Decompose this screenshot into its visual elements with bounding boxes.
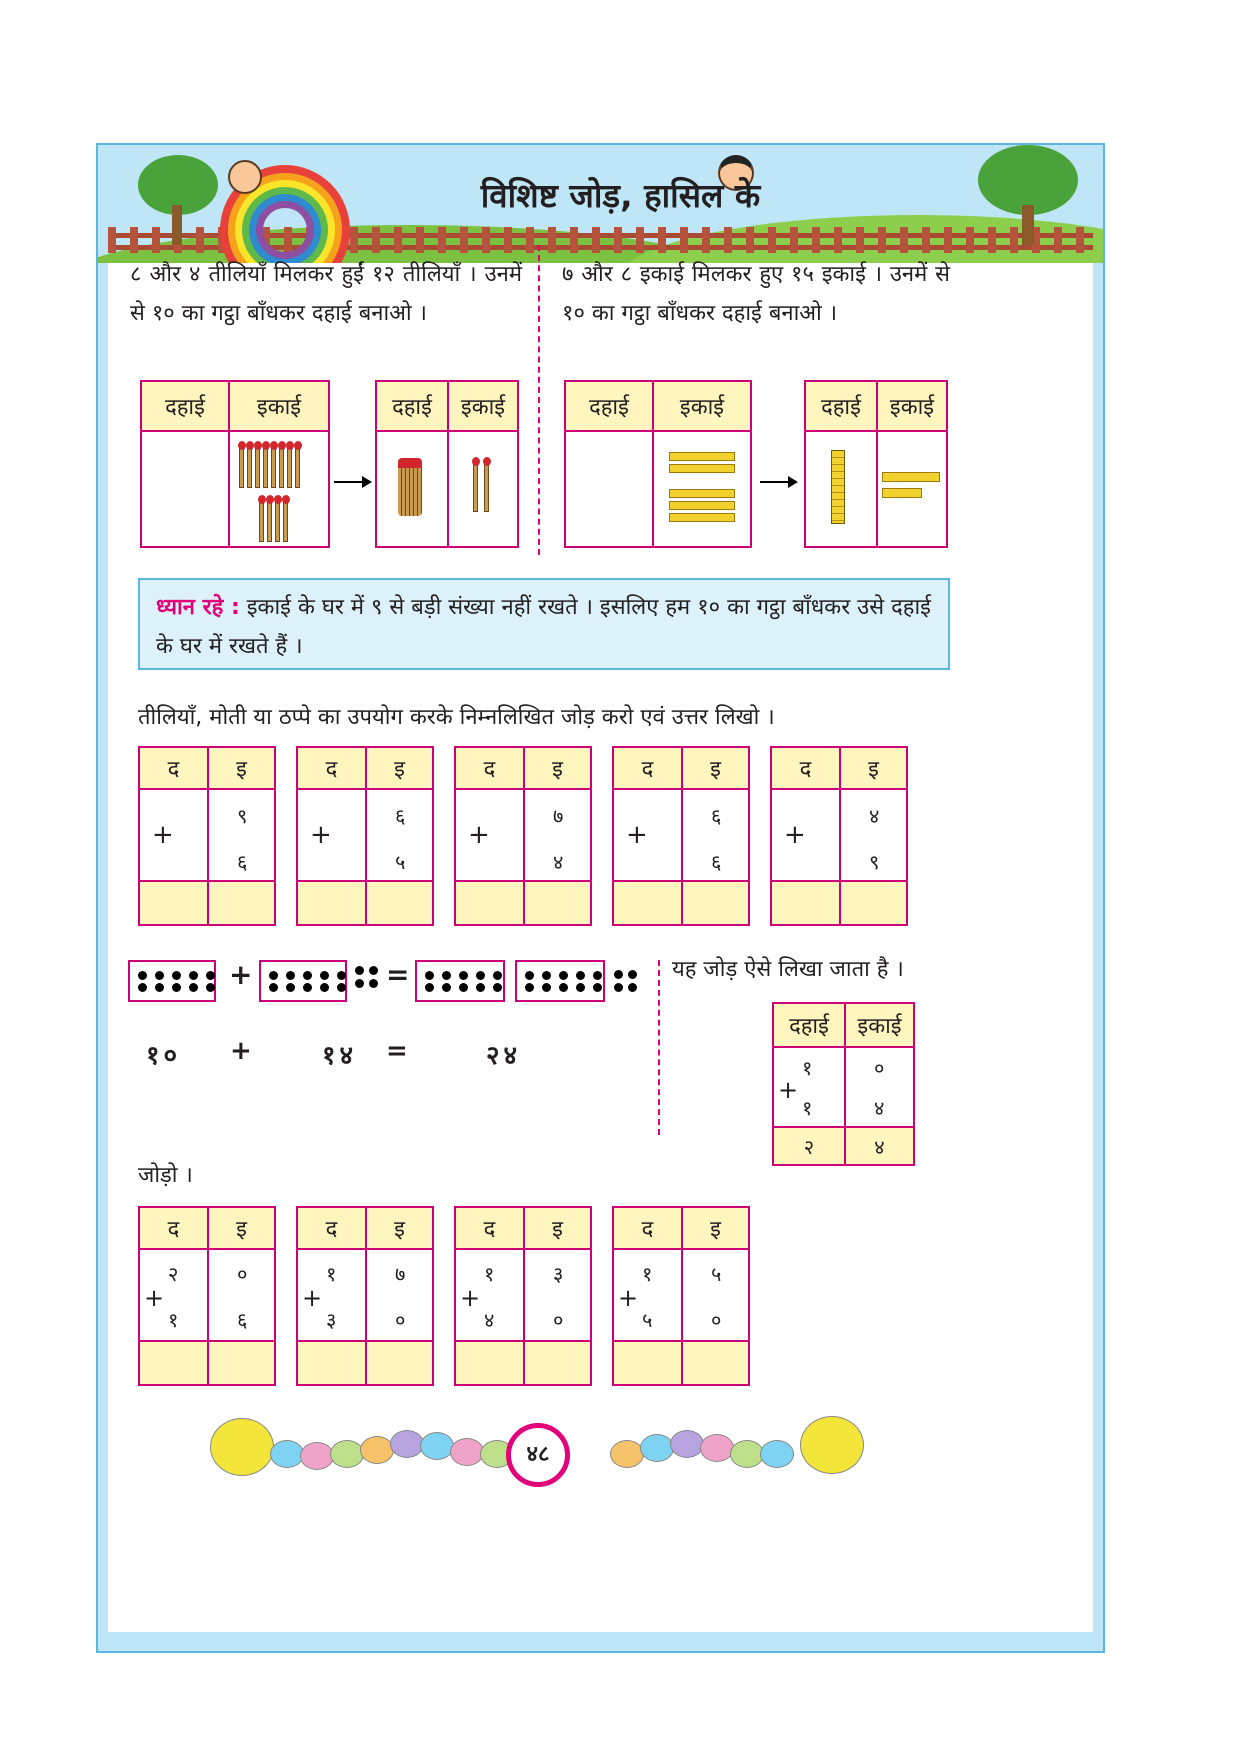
cubes-table-after: दहाई इकाई: [804, 380, 948, 548]
instruction-text: तीलियाँ, मोती या ठप्पे का उपयोग करके निम्नलिखित जोड़ करो एवं उत्तर लिखो ।: [138, 705, 775, 730]
note-box: [138, 578, 950, 670]
plus-sign: +: [229, 958, 253, 991]
equation-b: १४: [322, 1041, 358, 1071]
exercise-1-table: द इ + ४ ९: [770, 746, 908, 926]
exercise-2-table: द इ २ + १ ० ६: [138, 1206, 276, 1386]
divider: [538, 245, 540, 555]
equation-result: २४: [486, 1041, 522, 1071]
dots-box-10: [128, 960, 216, 1002]
answer-cell[interactable]: [208, 1341, 275, 1385]
answer-cell[interactable]: [366, 881, 433, 925]
answer-cell[interactable]: [524, 1341, 591, 1385]
right-paragraph: ७ और ८ इकाई मिलकर हुए १५ इकाई । उनमें से १० का गट्ठा बाँधकर दहाई बनाओ ।: [562, 262, 950, 326]
exercise-2-table: द इ १ + ५ ५ ०: [612, 1206, 750, 1386]
answer-cell[interactable]: [455, 881, 524, 925]
answer-cell[interactable]: [840, 881, 907, 925]
answer-cell[interactable]: [682, 881, 749, 925]
arrow-icon: [334, 481, 364, 483]
answer-cell[interactable]: [297, 881, 366, 925]
exercise-2-table: द इ १ + ३ ७ ०: [296, 1206, 434, 1386]
matchsticks-2-image: [473, 462, 489, 512]
worked-example-table: दहाई इकाई १ + १ ० ४ २ ४: [772, 1002, 915, 1166]
equals-sign: =: [386, 958, 410, 991]
exercise-1-table: द इ + ७ ४: [454, 746, 592, 926]
arrow-icon: [760, 481, 790, 483]
answer-cell[interactable]: [366, 1341, 433, 1385]
answer-cell[interactable]: [139, 1341, 208, 1385]
sticks-table-before: दहाई इकाई: [140, 380, 330, 548]
sticks-table-after: दहाई इकाई: [375, 380, 519, 548]
written-note: यह जोड़ ऐसे लिखा जाता है ।: [672, 957, 904, 982]
answer-cell[interactable]: [613, 881, 682, 925]
answer-cell[interactable]: [297, 1341, 366, 1385]
cubes-table-before: दहाई इकाई: [564, 380, 752, 548]
answer-cell[interactable]: [139, 881, 208, 925]
note-text: इकाई के घर में ९ से बड़ी संख्या नहीं रखते । इसलिए हम १० का गट्ठा बाँधकर उसे दहाई के घर में रखते हैं ।: [156, 595, 931, 659]
answer-cell[interactable]: [682, 1341, 749, 1385]
page-title: विशिष्ट जोड़, हासिल के: [480, 176, 761, 215]
exercise-2-table: द इ १ + ४ ३ ०: [454, 1206, 592, 1386]
answer-cell[interactable]: [613, 1341, 682, 1385]
exercise-1-table: द इ + ६ ५: [296, 746, 434, 926]
answer-cell[interactable]: [524, 881, 591, 925]
left-paragraph: ८ और ४ तीलियाँ मिलकर हुईं १२ तीलियाँ । उनमें से १० का गट्ठा बाँधकर दहाई बनाओ ।: [130, 262, 522, 326]
answer-cell[interactable]: [771, 881, 840, 925]
exercise-1-table: द इ + ९ ६: [138, 746, 276, 926]
dots-box-10b: [415, 960, 505, 1002]
dots-box-10c: [515, 960, 605, 1002]
dots-box-14: [259, 960, 347, 1002]
matchsticks-8-image: [239, 446, 300, 488]
equation-equals: =: [386, 1036, 412, 1066]
equation-a: १०: [146, 1041, 182, 1071]
exercise-1-table: द इ + ६ ६: [612, 746, 750, 926]
divider-2: [658, 960, 660, 1135]
matchstick-bundle-image: [398, 458, 422, 516]
matchsticks-4-image: [259, 500, 288, 542]
equation-plus: +: [230, 1036, 256, 1066]
loose-dots-4b: [614, 970, 638, 992]
loose-dots-4: [355, 966, 379, 988]
page-number: ४८: [506, 1423, 570, 1487]
answer-cell[interactable]: [455, 1341, 524, 1385]
ten-rod-image: [831, 450, 845, 524]
note-label: ध्यान रहे :: [156, 595, 240, 620]
answer-cell[interactable]: [208, 881, 275, 925]
add-label: जोड़ो ।: [138, 1163, 193, 1188]
